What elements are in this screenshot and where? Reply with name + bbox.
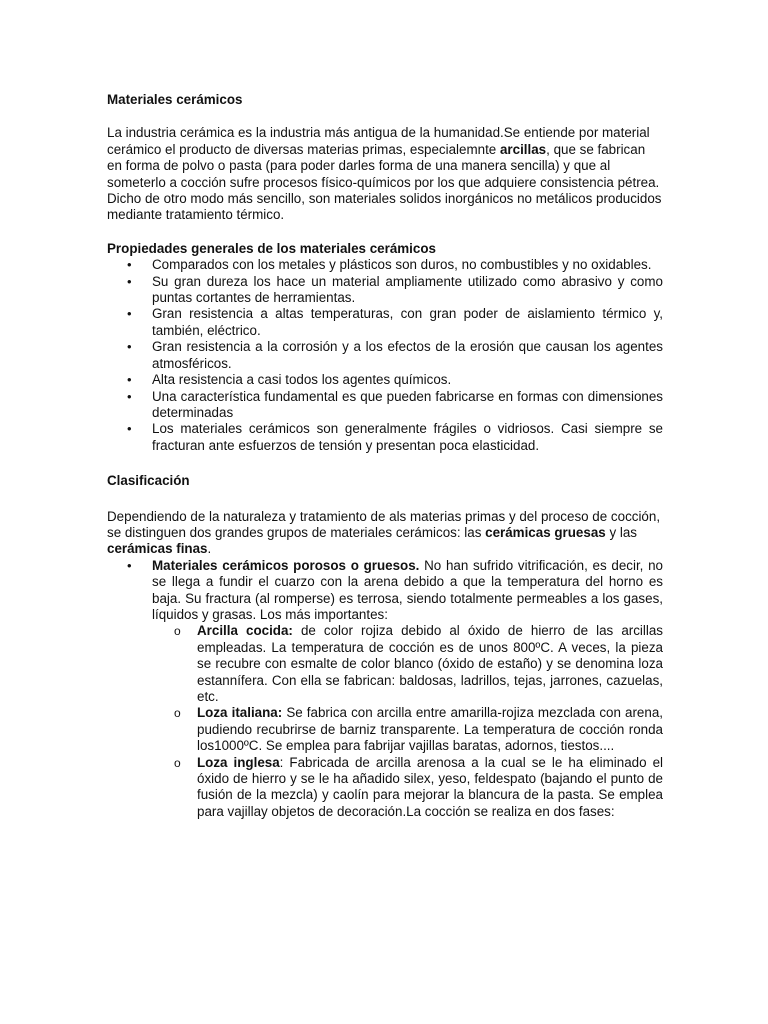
porous-materials-label: Materiales cerámicos porosos o gruesos. (152, 557, 420, 573)
porous-materials-item (152, 558, 663, 821)
classification-text-before: Dependiendo de la naturaleza y tratamiento de als materias primas y del proceso de cocción, se distinguen dos grandes grupos de materiales cerámicos: las (107, 508, 661, 540)
document-content (107, 92, 663, 820)
page-title: Materiales cerámicos (107, 92, 243, 107)
subtype-label: Arcilla cocida: (197, 623, 293, 639)
property-item: • Una característica fundamental es que pueden fabricarse en formas con dimensiones determinadas (152, 389, 663, 422)
classification-list (107, 558, 663, 821)
property-item: • Los materiales cerámicos son generalmente frágiles o vidriosos. Casi siempre se fracturan ante esfuerzos de tensión y presentan poca elasticidad. (152, 421, 663, 454)
subtype-item (197, 755, 663, 821)
classification-bold-1: cerámicas gruesas (485, 524, 606, 540)
classification-heading: Clasificación (107, 473, 190, 489)
subtype-item (197, 623, 663, 705)
property-item: • Gran resistencia a la corrosión y a los efectos de la erosión que causan los agentes atmosféricos. (152, 339, 663, 372)
intro-text-before: La industria cerámica es la industria más antigua de la humanidad.Se entiende por material cerámico el producto de diversas materias primas, especialemnte (107, 125, 650, 157)
porous-subtypes-list (152, 623, 663, 820)
classification-text-middle: y las (605, 524, 637, 540)
subtype-item (197, 705, 663, 754)
intro-bold-term: arcillas (499, 141, 547, 157)
classification-paragraph (107, 509, 663, 558)
porous-materials-text: No han sufrido vitrificación, es decir, no se llega a fundir el cuarzo con la arena debido a que la temperatura del horno es baja. Su fractura (al romperse) es terrosa, siendo totalmente permeables a los gases, líquidos y grasas. Los más importantes: (152, 557, 663, 622)
classification-text-after: . (207, 541, 212, 557)
property-item: • Gran resistencia a altas temperaturas, con gran poder de aislamiento térmico y, también, eléctrico. (152, 306, 663, 339)
subtype-text: de color rojiza debido al óxido de hierro de las arcillas empleadas. La temperatura de cocción es de unos 800ºC. A veces, la pieza se recubre con esmalte de color blanco (óxido de estaño) y se denomina loza estannífera. Con ella se fabrican: baldosas, ladrillos, tejas, jarrones, cazuelas, etc. (197, 623, 663, 704)
properties-list (107, 257, 663, 454)
subtype-label: Loza inglesa (197, 754, 280, 770)
intro-text-after: , que se fabrican en forma de polvo o pasta (para poder darles forma de una manera sencilla) y que al someterlo a cocción sufre procesos físico-químicos por los que adquiere consistencia pétrea. Dicho de otro modo más sencillo, son materiales solidos inorgánicos no metálicos producidos mediante tratamiento térmico. (107, 141, 662, 223)
properties-heading: Propiedades generales de los materiales cerámicos (107, 240, 436, 256)
property-item: • Alta resistencia a casi todos los agentes químicos. (152, 372, 663, 388)
intro-paragraph (107, 125, 663, 223)
subtype-label: Loza italiana: (197, 705, 283, 721)
classification-bold-2: cerámicas finas (107, 541, 208, 557)
subtype-text: Se fabrica con arcilla entre amarilla-rojiza mezclada con arena, pudiendo recubrirse de barniz transparente. La temperatura de cocción ronda los1000ºC. Se emplea para fabrijar vajillas baratas, adornos, tiestos.... (197, 705, 663, 754)
property-item: • Su gran dureza los hace un material ampliamente utilizado como abrasivo y como puntas cortantes de herramientas. (152, 274, 663, 307)
subtype-text: : Fabricada de arcilla arenosa a la cual se le ha eliminado el óxido de hierro y se le ha añadido silex, yeso, feldespato (bajando el punto de fusión de la mezcla) y caolín para mejorar la blancura de la pasta. Se emplea para vajillay objetos de decoración.La cocción se realiza en dos fases: (197, 754, 663, 819)
property-item: • Comparados con los metales y plásticos son duros, no combustibles y no oxidables. (152, 257, 663, 273)
